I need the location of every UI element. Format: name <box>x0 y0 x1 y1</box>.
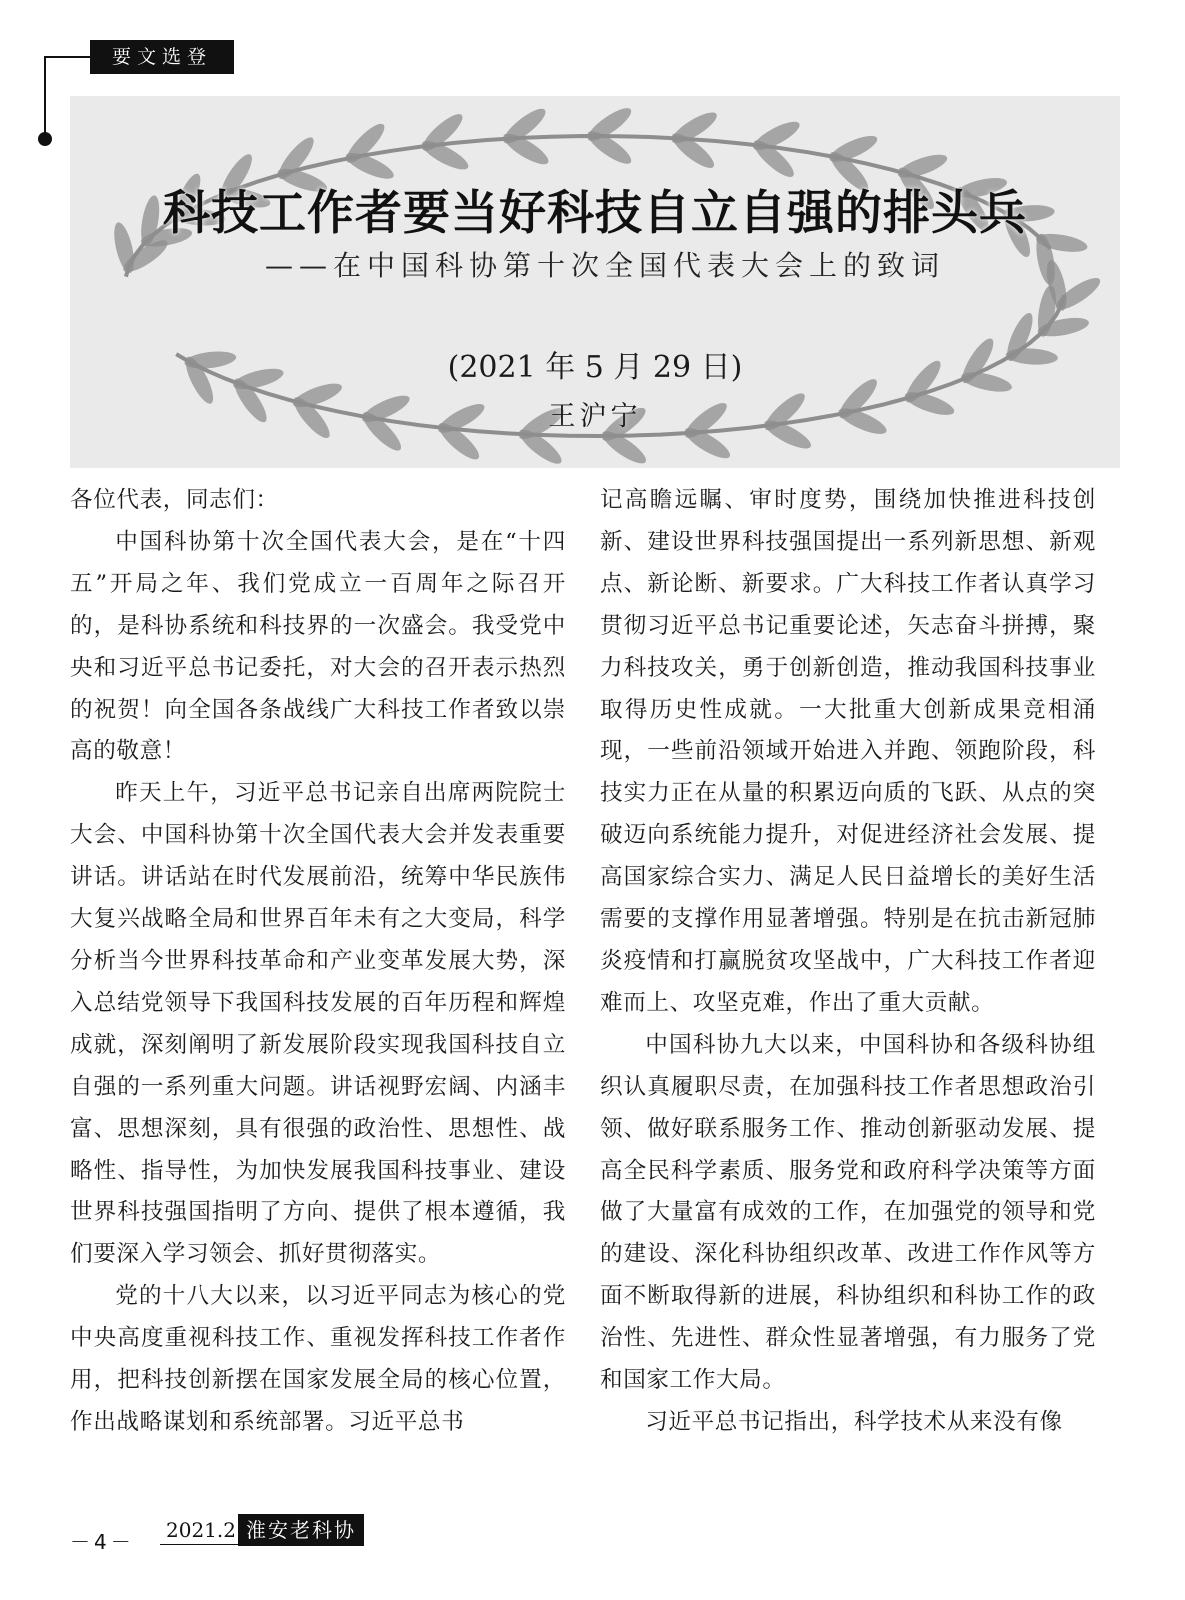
speech-date: (2021 年 5 月 29 日) <box>447 350 743 385</box>
paragraph: 昨天上午，习近平总书记亲自出席两院院士大会、中国科协第十次全国代表大会并发表重要讲话。讲话站在时代发展前沿，统筹中华民族伟大复兴战略全局和世界百年未有之大变局，科学分析当今世界科技革命和产业变革发展大势，深入总结党领导下我国科技发展的百年历程和辉煌成就，深刻阐明了新发展阶段实现我国科技自立自强的一系列重大问题。讲话视野宏阔、内涵丰富、思想深刻，具有很强的政治性、思想性、战略性、指导性，为加快发展我国科技事业、建设世界科技强国指明了方向、提供了根本遵循，我们要深入学习领会、抓好贯彻落实。 <box>70 780 566 1268</box>
tag-rule-horizontal <box>44 56 90 58</box>
salutation: 各位代表，同志们： <box>70 487 279 513</box>
issue-label: 2021.2 <box>160 1518 242 1545</box>
tag-rule-vertical <box>44 56 46 138</box>
page-number: －4－ <box>70 1530 135 1554</box>
author-name: 王沪宁 <box>548 401 642 432</box>
body-column-left <box>70 480 566 1490</box>
paragraph-continued: 记高瞻远瞩、审时度势，围绕加快推进科技创新、建设世界科技强国提出一系列新思想、新观点、新论断、新要求。广大科技工作者认真学习贯彻习近平总书记重要论述，矢志奋斗拼搏，聚力科技攻关，勇于创新创造，推动我国科技事业取得历史性成就。一大批重大创新成果竞相涌现，一些前沿领域开始进入并跑、领跑阶段，科技实力正在从量的积累迈向质的飞跃、从点的突破迈向系统能力提升，对促进经济社会发展、提高国家综合实力、满足人民日益增长的美好生活需要的支撑作用显著增强。特别是在抗击新冠肺炎疫情和打赢脱贫攻坚战中，广大科技工作者迎难而上、攻坚克难，作出了重大贡献。 <box>600 487 1096 1016</box>
body-column-right <box>600 480 1096 1490</box>
section-tag: 要文选登 <box>90 40 234 74</box>
journal-name: 淮安老科协 <box>238 1514 364 1546</box>
article-subtitle: ——在中国科协第十次全国代表大会上的致词 <box>264 249 945 282</box>
paragraph: 中国科协第十次全国代表大会，是在“十四五”开局之年、我们党成立一百周年之际召开的，是科协系统和科技界的一次盛会。我受党中央和习近平总书记委托，对大会的召开表示热烈的祝贺！向全国各条战线广大科技工作者致以崇高的敬意！ <box>70 528 566 765</box>
tag-bullet-dot <box>38 132 52 146</box>
header-banner <box>70 96 1120 468</box>
paragraph: 中国科协九大以来，中国科协和各级科协组织认真履职尽责，在加强科技工作者思想政治引领、做好联系服务工作、推动创新驱动发展、提高全民科学素质、服务党和政府科学决策等方面做了大量富有成效的工作，在加强党的领导和党的建设、深化科协组织改革、改进工作作风等方面不断取得新的进展，科协组织和科协工作的政治性、先进性、群众性显著增强，有力服务了党和国家工作大局。 <box>600 1031 1096 1394</box>
paragraph: 党的十八大以来，以习近平同志为核心的党中央高度重视科技工作、重视发挥科技工作者作用，把科技创新摆在国家发展全局的核心位置，作出战略谋划和系统部署。习近平总书 <box>70 1283 566 1435</box>
article-title: 科技工作者要当好科技自立自强的排头兵 <box>163 186 1027 241</box>
paragraph: 习近平总书记指出，科学技术从来没有像 <box>645 1408 1063 1435</box>
